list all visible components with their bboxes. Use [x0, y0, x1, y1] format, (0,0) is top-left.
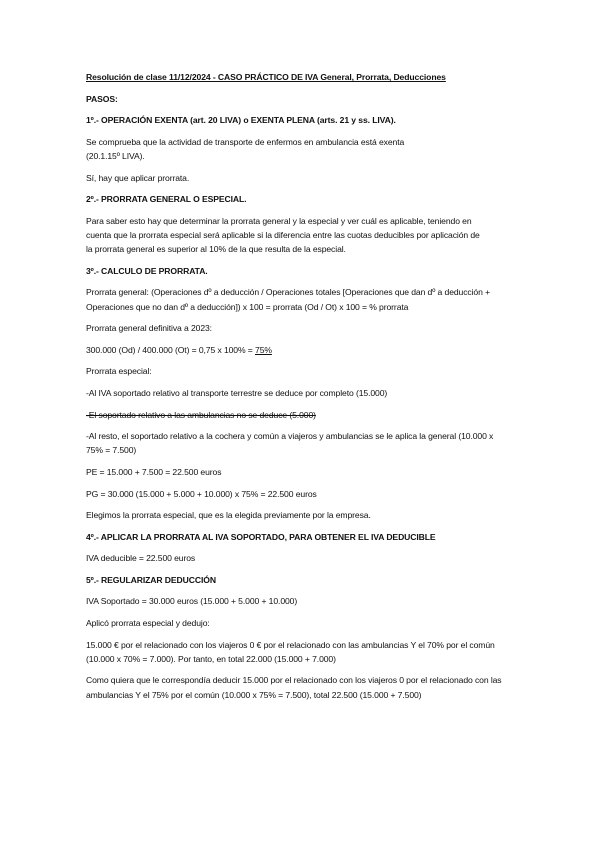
step-3-choice: Elegimos la prorrata especial, que es la elegida previamente por la empresa.: [86, 510, 371, 521]
step-2-heading: 2º.- PRORRATA GENERAL O ESPECIAL.: [86, 194, 247, 205]
step-5-heading: 5º.- REGULARIZAR DEDUCCIÓN: [86, 574, 216, 585]
step-3-special-transport: -Al IVA soportado relativo al transporte terrestre se deduce por completo (15.000): [86, 387, 388, 398]
step-5-paragraph-correct: Como quiera que le correspondía deducir 15.000 por el relacionado con los viajeros 0 por el relacionado con las ambulancias Y el 75% por el común (10.000 x 75% = 7.500), total 22.500 (15.000 + 7.500): [86, 675, 502, 700]
step-4-heading: 4º.- APLICAR LA PRORRATA AL IVA SOPORTADO, PARA OBTENER EL IVA DEDUCIBLE: [86, 531, 436, 542]
step-5-supported: IVA Soportado = 30.000 euros (15.000 + 5.000 + 10.000): [86, 596, 298, 607]
step-1-paragraph-2: Sí, hay que aplicar prorrata.: [86, 172, 190, 183]
general-calc-result: 75%: [255, 344, 272, 355]
step-3-pe: PE = 15.000 + 7.500 = 22.500 euros: [86, 466, 222, 477]
step-3-special-label: Prorrata especial:: [86, 366, 152, 377]
general-calc-text: 300.000 (Od) / 400.000 (Ot) = 0,75 x 100% =: [86, 344, 256, 355]
step-4-deductible: IVA deducible = 22.500 euros: [86, 553, 196, 564]
step-1-heading: 1º.- OPERACIÓN EXENTA (art. 20 LIVA) o EXENTA PLENA (arts. 21 y ss. LIVA).: [86, 115, 396, 126]
step-3-general-calc: [86, 343, 516, 357]
step-1-paragraph-1: Se comprueba que la actividad de transporte de enfermos en ambulancia está exenta (20.1.15º LIVA).: [86, 136, 405, 161]
step-3-general-2023-label: Prorrata general definitiva a 2023:: [86, 323, 212, 334]
step-3-special-ambulances: -El soportado relativo a las ambulancias no se deduce (5.000): [86, 409, 316, 420]
steps-label: PASOS:: [86, 93, 118, 104]
document-title: Resolución de clase 11/12/2024 - CASO PRÁCTICO DE IVA General, Prorrata, Deducciones: [86, 72, 446, 82]
step-3-pg: PG = 30.000 (15.000 + 5.000 + 10.000) x 75% = 22.500 euros: [86, 488, 317, 499]
step-2-paragraph-1: Para saber esto hay que determinar la prorrata general y la especial y ver cuál es aplicable, teniendo en cuenta que la prorrata especial será aplicable si la diferencia entre las cuotas deducibles por aplicación de la prorrata general es superior al 10% de la que resulta de la especial.: [86, 215, 480, 255]
step-3-heading: 3º.- CALCULO DE PRORRATA.: [86, 265, 208, 276]
step-3-special-rest: -Al resto, el soportado relativo a la cochera y común a viajeros y ambulancias se le aplica la general (10.000 x 75% = 7.500): [86, 431, 494, 456]
document-page: [86, 70, 516, 709]
step-3-general-formula: Prorrata general: (Operaciones dº a deducción / Operaciones totales [Operaciones que dan dº a deducción + Operaciones que no dan dº a deducción]) x 100 = prorrata (Od / Ot) x 100 = % prorrata: [86, 287, 490, 312]
step-5-applied: Aplicó prorrata especial y dedujo:: [86, 618, 210, 629]
step-5-paragraph-deducted: 15.000 € por el relacionado con los viajeros 0 € por el relacionado con las ambulancias Y el 70% por el común (10.000 x 70% = 7.000). Por tanto, en total 22.000 (15.000 + 7.000): [86, 639, 495, 664]
